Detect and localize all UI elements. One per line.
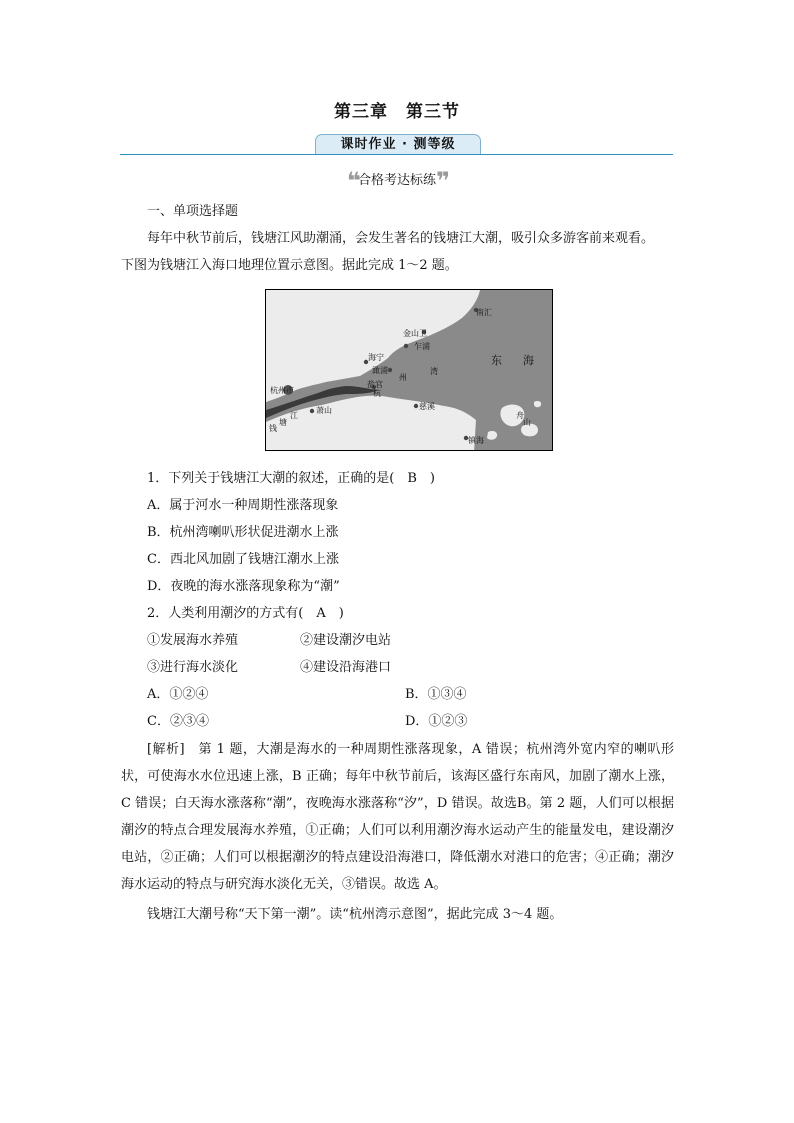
question-2-option-a: A．①②④ (147, 687, 209, 702)
label-zhou-island: 舟 (516, 411, 524, 420)
question-2-option-c: C．②③④ (147, 714, 209, 729)
question-1-option-b: B．杭州湾喇叭形状促进潮水上涨 (147, 525, 339, 540)
label-zhou: 州 (399, 373, 407, 382)
homework-badge: 课时作业 · 测等级 (315, 134, 481, 155)
label-xiaoshan: 萧山 (316, 406, 332, 415)
label-yanguan: 盐官 (367, 380, 383, 389)
page-title: 第三章 第三节 (334, 102, 460, 122)
question-2-item: ①发展海水养殖 (147, 633, 239, 648)
label-haining: 海宁 (368, 353, 384, 362)
label-hangzhou-city: 杭州市 (270, 386, 294, 395)
label-nanhui: 南汇 (476, 308, 492, 317)
question-2-item: ②建设潮汐电站 (300, 633, 392, 648)
question-1-option-c: C．西北风加剧了钱塘江潮水上涨 (147, 552, 339, 567)
question-2-item: ④建设沿海港口 (300, 660, 392, 675)
question-2-option-b: B．①③④ (405, 687, 467, 702)
question-1-stem: 1．下列关于钱塘江大潮的叙述，正确的是( B ) (147, 471, 435, 486)
label-qian: 钱 (269, 424, 277, 433)
open-quote-icon: ❝ (346, 167, 358, 195)
label-dong: 东 (491, 354, 502, 367)
analysis-paragraph: [解析] 第 1 题，大潮是海水的一种周期性涨落现象，A 错误；杭州湾外宽内窄的喇叭形状，可使海水水位迅速上涨，B 正确；每年中秋节前后，该海区盛行东南风，加剧了潮水上涨，C 错误；白天海水涨落称“潮”，夜晚海水涨落称“汐”，D 错误。故选B。第 2 题，人们可以根据潮汐的特点合理发展海水养殖，①正确；人们可以利用潮汐海水运动产生的能量发电，建设潮汐电站，②正确；人们可以根据潮汐的特点建设沿海港口，降低潮水对港口的危害；④正确；潮汐海水运动的特点与研究海水淡化无关，③错误。故选 A。 (121, 742, 674, 892)
question-2-stem: 2．人类利用潮汐的方式有( A ) (147, 606, 344, 621)
intro-paragraph-line: 下图为钱塘江入海口地理位置示意图。据此完成 1～2 题。 (121, 258, 458, 273)
label-wan: 湾 (430, 367, 438, 376)
label-jiang: 江 (290, 411, 298, 420)
part-heading: 一、单项选择题 (147, 204, 239, 219)
label-zhapu: 乍浦 (414, 342, 430, 351)
question-2-item: ③进行海水淡化 (147, 660, 239, 675)
label-hang: 杭 (373, 389, 381, 398)
label-hai: 海 (523, 354, 534, 367)
label-ganpu: 澉浦 (372, 366, 388, 375)
intro-paragraph-line: 每年中秋节前后，钱塘江风助潮涌，会发生著名的钱塘江大潮，吸引众多游客前来观看。 (147, 231, 655, 246)
qiantang-estuary-map (265, 289, 553, 451)
question-2-item-row (147, 632, 238, 650)
question-1-option-a: A．属于河水一种周期性涨落现象 (147, 498, 339, 513)
label-jinshanwei: 金山卫 (403, 329, 427, 338)
close-quote-icon: ❞ (436, 167, 448, 195)
question-2-option-d: D．①②③ (405, 714, 468, 729)
title-divider (120, 154, 673, 155)
question-1-option-d: D．夜晚的海水涨落现象称为“潮” (147, 579, 340, 594)
label-cixi: 慈溪 (419, 402, 435, 411)
section-label: 合格考达标练 (357, 173, 436, 188)
label-tang: 塘 (279, 418, 287, 427)
label-zhenhai: 镇海 (468, 436, 484, 445)
intro-paragraph-2: 钱塘江大潮号称“天下第一潮”。读“杭州湾示意图”，据此完成 3～4 题。 (147, 907, 563, 922)
island (534, 401, 541, 407)
label-shan-island: 山 (523, 418, 531, 427)
section-heading (0, 167, 794, 195)
